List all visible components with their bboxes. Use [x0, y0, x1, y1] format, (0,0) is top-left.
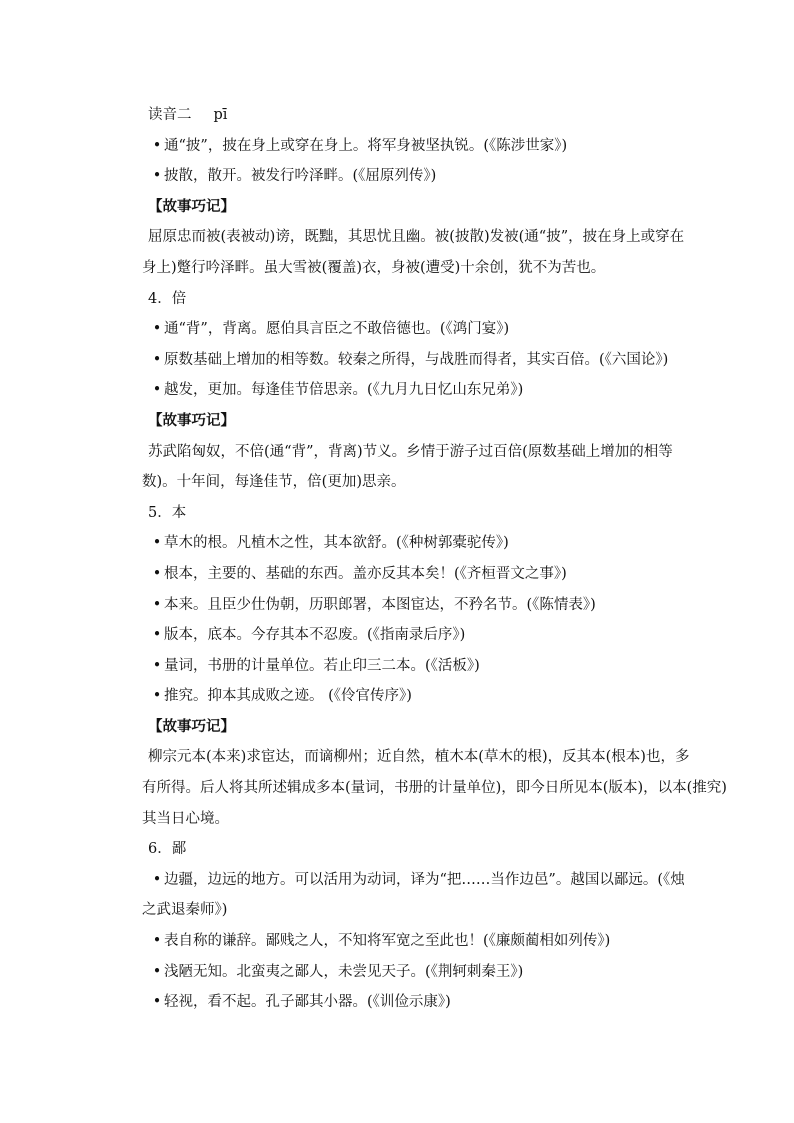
bullet-icon: •: [152, 596, 162, 613]
definition-text: 本来。且臣少仕伪朝，历职郎署，本图宦达，不矜名节。(《陈情表》): [164, 596, 596, 613]
list-item: [148, 559, 688, 590]
definition-text: 原数基础上增加的相等数。较秦之所得，与战胜而得者，其实百倍。(《六国论》): [164, 351, 669, 368]
definition-text: 边疆，边远的地方。可以活用为动词，译为“把……当作边邑”。越国以鄙远。(《烛: [164, 871, 685, 888]
list-item: [148, 345, 688, 376]
definition-continuation: 之武退秦师》): [142, 902, 228, 919]
section-title: 6．鄙: [148, 841, 187, 858]
page-content: [142, 100, 727, 1018]
definition-text: 版本，底本。今存其本不忍废。(《指南录后序》): [164, 627, 466, 644]
list-item: [148, 161, 688, 192]
story-line: 屈原忠而被(表被动)谤，既黜，其思忧且幽。被(披散)发被(通“披”，披在身上或穿在: [148, 229, 685, 246]
bullet-icon: •: [152, 137, 162, 154]
definition-text: 浅陋无知。北蛮夷之鄙人，未尝见天子。(《荆轲刺秦王》): [164, 963, 524, 980]
definition-text: 草木的根。凡植木之性，其本欲舒。(《种树郭橐驼传》): [164, 535, 509, 552]
bullet-icon: •: [152, 535, 162, 552]
story-line: 身上)蹩行吟泽畔。虽大雪被(覆盖)衣，身被(遭受)十余创，犹不为苦也。: [142, 259, 606, 276]
list-item: [148, 987, 688, 1018]
definition-text: 越发，更加。每逢佳节倍思亲。(《九月九日忆山东兄弟》): [164, 382, 524, 399]
list-item: [148, 957, 688, 988]
story-line: 其当日心境。: [142, 810, 229, 827]
list-item: [148, 131, 688, 162]
list-item: [148, 620, 688, 651]
bullet-icon: •: [152, 994, 162, 1011]
list-item: [148, 681, 688, 712]
story-heading: 【故事巧记】: [148, 411, 235, 429]
story-line: 有所得。后人将其所述辑成多本(量词，书册的计量单位)，即今日所见本(版本)，以本(推究): [142, 780, 727, 797]
list-item: [148, 314, 688, 345]
list-item: [148, 865, 688, 896]
bullet-icon: •: [152, 688, 162, 705]
story-line: 柳宗元本(本来)求宦达，而谪柳州；近自然，植木本(草木的根)，反其本(根本)也，多: [148, 749, 690, 766]
section-title: 5．本: [148, 504, 187, 521]
bullet-icon: •: [152, 657, 162, 674]
story-heading: 【故事巧记】: [148, 197, 235, 215]
list-item: [148, 926, 688, 957]
definition-text: 表自称的谦辞。鄙贱之人，不知将军宽之至此也！(《廉颇蔺相如列传》): [164, 933, 611, 950]
story-line: 苏武陷匈奴，不倍(通“背”，背离)节义。乡情于游子过百倍(原数基础上增加的相等: [148, 443, 673, 460]
reading-pronunciation: pī: [213, 107, 228, 123]
story-line: 数)。十年间，每逢佳节，倍(更加)思亲。: [142, 474, 406, 491]
reading-line: [148, 100, 688, 131]
definition-text: 轻视，看不起。孔子鄙其小器。(《训俭示康》): [164, 994, 451, 1011]
bullet-icon: •: [152, 168, 162, 185]
definition-text: 通“披”，披在身上或穿在身上。将军身被坚执锐。(《陈涉世家》): [164, 137, 568, 154]
bullet-icon: •: [152, 963, 162, 980]
reading-label: 读音二: [148, 107, 192, 123]
bullet-icon: •: [152, 351, 162, 368]
bullet-icon: •: [152, 871, 162, 888]
list-item: [148, 651, 688, 682]
list-item: [148, 590, 688, 621]
definition-text: 披散，散开。被发行吟泽畔。(《屈原列传》): [164, 168, 437, 185]
bullet-icon: •: [152, 321, 162, 338]
definition-text: 根本，主要的、基础的东西。盖亦反其本矣！(《齐桓晋文之事》): [164, 565, 567, 582]
bullet-icon: •: [152, 382, 162, 399]
bullet-icon: •: [152, 565, 162, 582]
story-heading: 【故事巧记】: [148, 717, 235, 735]
section-title: 4．倍: [148, 290, 187, 307]
list-item: [148, 375, 688, 406]
bullet-icon: •: [152, 627, 162, 644]
bullet-icon: •: [152, 933, 162, 950]
definition-text: 推究。抑本其成败之迹。 (《伶官传序》): [164, 688, 412, 705]
definition-text: 通“背”，背离。愿伯具言臣之不敢倍德也。(《鸿门宴》): [164, 321, 510, 338]
list-item: [148, 528, 688, 559]
definition-text: 量词，书册的计量单位。若止印三二本。(《活板》): [164, 657, 480, 674]
